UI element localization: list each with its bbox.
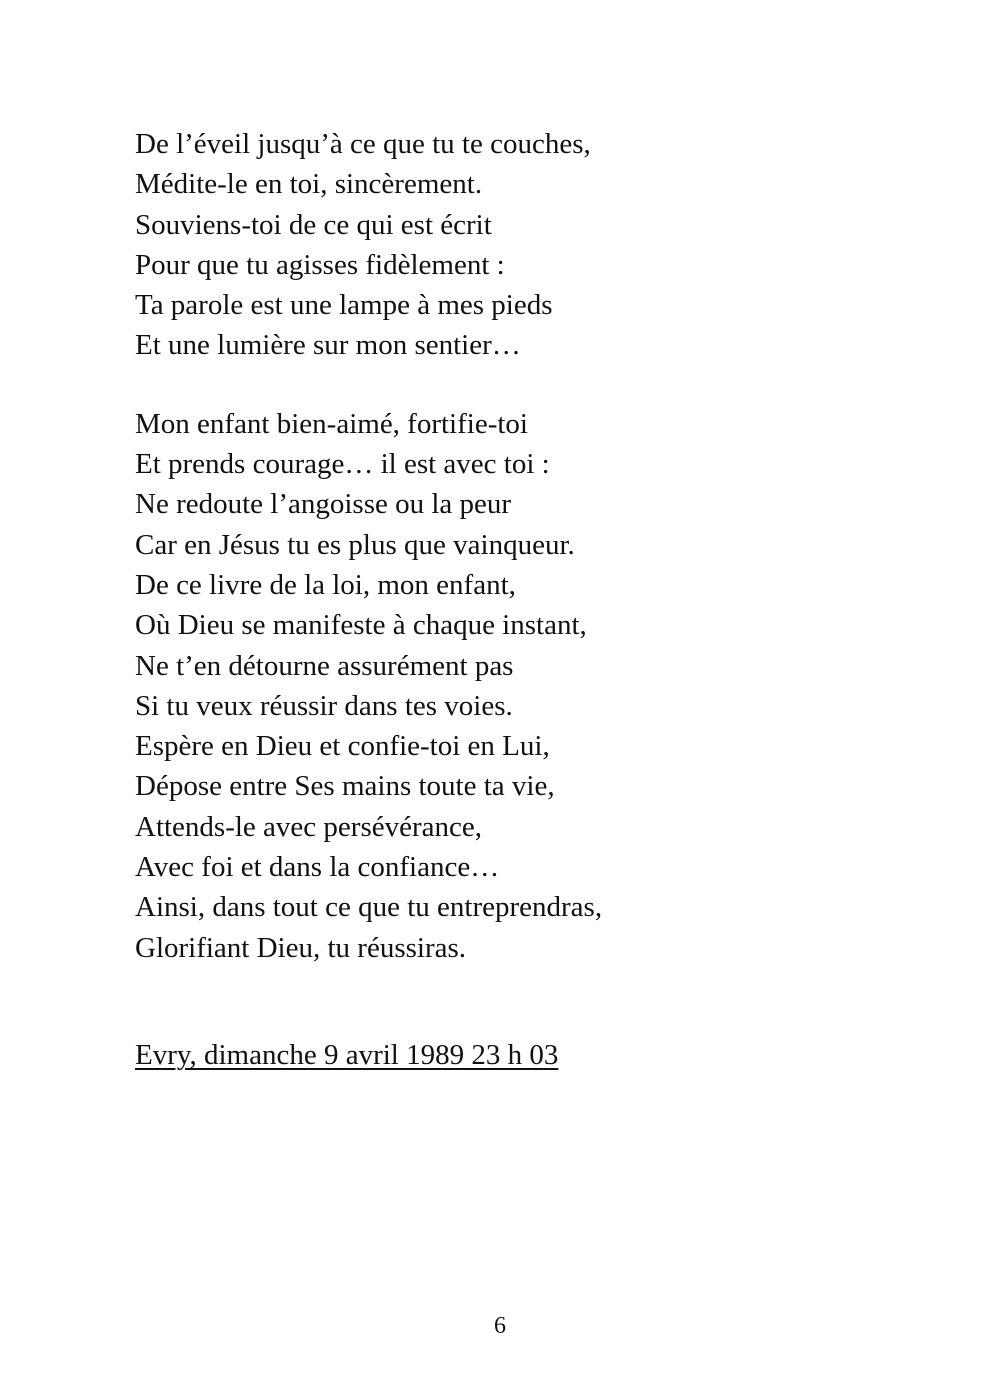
poem-line: Souviens-toi de ce qui est écrit: [135, 208, 492, 241]
poem-line: Et une lumière sur mon sentier…: [135, 329, 521, 362]
poem-line: Dépose entre Ses mains toute ta vie,: [135, 770, 555, 803]
poem-line: Mon enfant bien-aimé, fortifie-toi: [135, 407, 528, 440]
poem: [135, 124, 935, 968]
poem-line: Médite-le en toi, sincèrement.: [135, 168, 483, 201]
poem-line: Avec foi et dans la confiance…: [135, 851, 500, 884]
poem-line: Car en Jésus tu es plus que vainqueur.: [135, 528, 575, 561]
stanza-1: [135, 124, 935, 366]
poem-line: Pour que tu agisses fidèlement :: [135, 248, 505, 281]
poem-line: Espère en Dieu et confie-toi en Lui,: [135, 730, 550, 763]
poem-line: De ce livre de la loi, mon enfant,: [135, 568, 516, 601]
poem-line: Où Dieu se manifeste à chaque instant,: [135, 609, 587, 642]
poem-line: Et prends courage… il est avec toi :: [135, 448, 550, 481]
poem-line: De l’éveil jusqu’à ce que tu te couches,: [135, 128, 591, 160]
poem-line: Ne t’en détourne assurément pas: [135, 649, 514, 682]
poem-line: Ne redoute l’angoisse ou la peur: [135, 488, 512, 521]
poem-line: Si tu veux réussir dans tes voies.: [135, 689, 513, 722]
poem-line: Ta parole est une lampe à mes pieds: [135, 289, 553, 322]
page-number: 6: [494, 1313, 506, 1339]
poem-line: Glorifiant Dieu, tu réussiras.: [135, 931, 467, 964]
date-signature: Evry, dimanche 9 avril 1989 23 h 03: [135, 1039, 559, 1071]
poem-line: Attends-le avec persévérance,: [135, 810, 482, 843]
poem-line: Ainsi, dans tout ce que tu entreprendras,: [135, 891, 603, 924]
stanza-2: [135, 404, 935, 968]
